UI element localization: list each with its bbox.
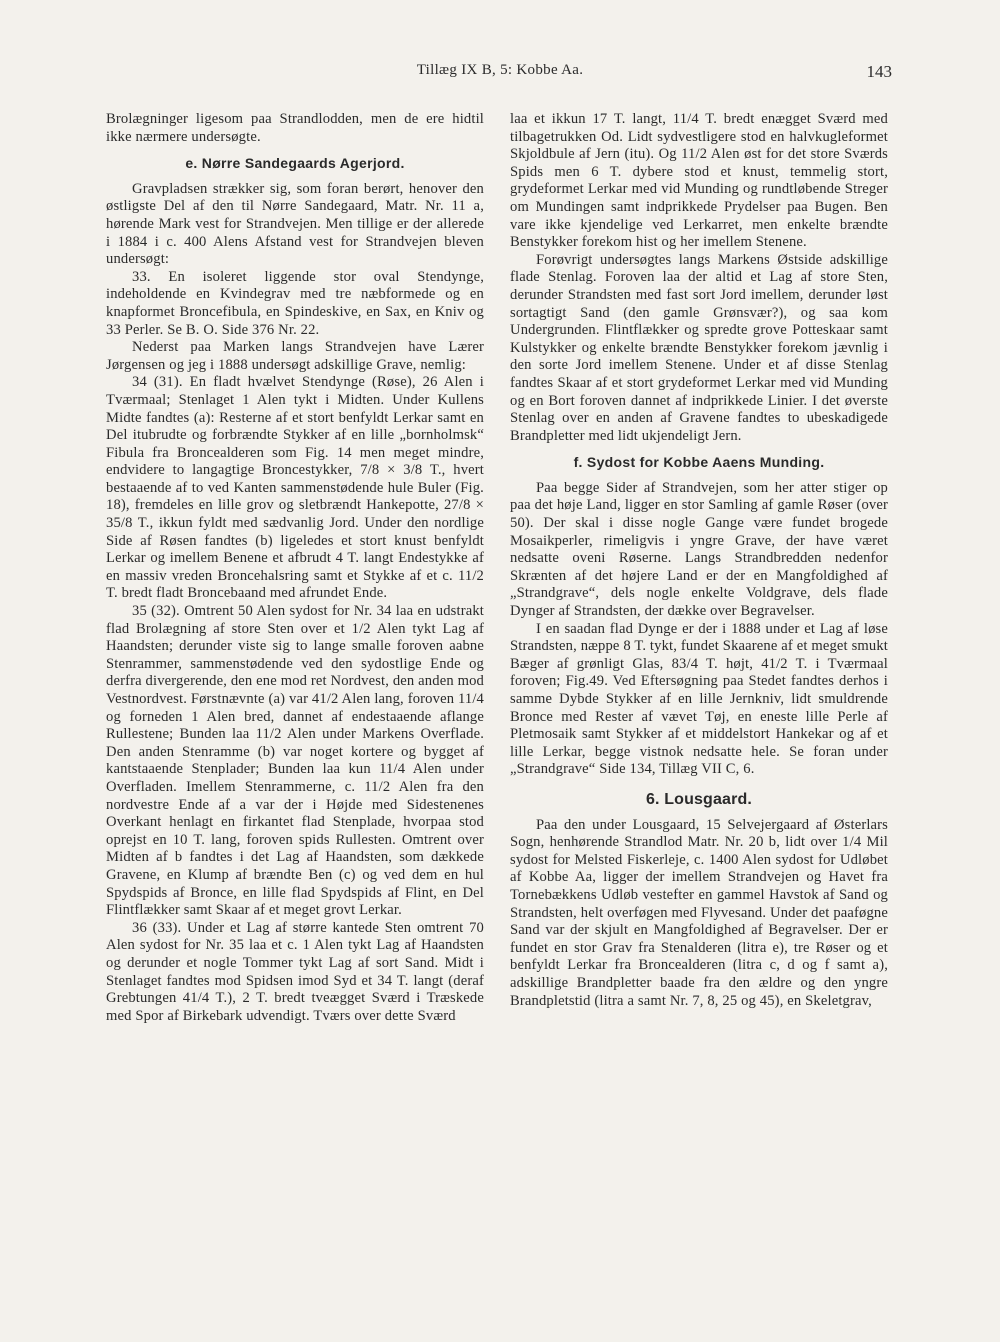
section-heading-6: 6. Lousgaard.	[646, 790, 752, 808]
page-number: 143	[866, 62, 892, 81]
paragraph: 33. En isoleret liggende stor oval Stendynge, indeholdende en Kvindegrav med tre næbformede og en knapformet Broncefibula, en Spindeskive, en Sax, en Kniv og 33 Perler. Se B. O. Side 376 Nr. 22.	[106, 268, 484, 338]
paragraph: laa et ikkun 17 T. langt, 11/4 T. bredt enægget Sværd med tilbagetrukken Od. Lidt sydvestligere stod en halvkugleformet Skjoldbule af Jern (itu). Og 11/2 Alen øst for det store Sværds Spids men 6 T. dybere stod et knust, temmelig stort, grydeformet Lerkar med vid Munding og rundtløbende Streger om Mundingen samt indprikkede Prydelser paa Bugen. Ben vare ikke kjendelige ved Lerkarret, men enkelte brændte Benstykker forekom hist og her imellem Stenene.	[510, 111, 888, 251]
paragraph: Forøvrigt undersøgtes langs Markens Østside adskillige flade Stenlag. Foroven laa der altid et Lag af store Sten, derunder Strandsten med fast sort Jord imellem, derunder løst sortagtigt Sand (den gamle Grønsvær?), og saa kom Undergrunden. Flintflækker og spredte grove Potteskaar samt Kulstykker og enkelte brændte Benstykker forekom jævnlig i den sorte Jord imellem Stenene. Under et af disse Stenlag fandtes Skaar af et stort grydeformet Lerkar med vid Munding og en Bort foroven dannet af indprikkede Linier. I det øverste Stenlag over en anden af Gravene fandtes to ubeskadigede Brandpletter med lidt ukjendeligt Jern.	[510, 251, 888, 444]
left-column	[106, 111, 484, 1025]
right-column	[510, 111, 888, 1010]
subsection-heading-f: f. Sydost for Kobbe Aaens Munding.	[573, 454, 825, 471]
paragraph: 35 (32). Omtrent 50 Alen sydost for Nr. 34 laa en udstrakt flad Brolægning af store Sten over et 1/2 Alen tykt Lag af Haandsten; derunder viste sig to lange smalle foroven aabne Stenrammer, sammenstødende ved den sydostlige Ende og derfra divergerende, den ene mod ret Nordvest, den anden mod Vestnordvest. Førstnævnte (a) var 41/2 Alen lang, foroven 11/4 og forneden 1 Alen bred, dannet af endestaaende aflange Rullestene; Bunden laa 11/2 Alen under Markens Overflade. Den anden Stenramme (b) var noget kortere og bygget af kantstaaende Stenplader; Bunden laa kun 11/4 Alen under Overfladen. Imellem Stenrammerne, c. 11/2 Alen fra den nordvestre Ende af a var der i Højde med Sidestenenes Overkant henlagt en firkantet flad Stenplade, hvorpaa stod oprejst en 10 T. lang, foroven spids Rullesten. Omtrent over Midten af b fandtes i det Lag af Haandsten, som dækkede Gravene, en Klump af brændte Ben (c) og ved dem en hul Spydspids af Bronce, en lille flad Spydspids af Flint, en Del Flintflækker samt Skaar af et meget grovt Lerkar.	[106, 603, 484, 919]
paragraph: I en saadan flad Dynge er der i 1888 under et Lag af løse Strandsten, næppe 8 T. tykt, fundet Skaarene af et meget smukt Bæger af grønligt Glas, 83/4 T. højt, 41/2 T. i Tværmaal foroven; Fig.49. Ved Eftersøgning paa Stedet fandtes derhos i samme Dybde Stykker af en lille Jernkniv, lidt smuldrende Bronce med Rester af vævet Tøj, en eneste lille Perle af Pletmosaik samt Stykker af et middelstort Hankekar og af et lille Lerkar, begge vistnok nedsatte hele. Se foran under „Strandgrave“ Side 134, Tillæg VII C, 6.	[510, 620, 888, 778]
paragraph: 34 (31). En fladt hvælvet Stendynge (Røse), 26 Alen i Tværmaal; Stenlaget 1 Alen tykt i Midten. Under Kullens Midte fandtes (a): Resterne af et stort benfyldt Lerkar samt en Del itubrudte og forbrændte Stykker af en lille „bornholmsk“ Fibula fra Broncealderen som Fig. 14 men meget mindre, endvidere to langagtige Broncestykker, 7/8 × 3/8 T., hvert bestaaende af to ved Kanten sammenstødende hule Buler (Fig. 18), fremdeles en lille grov og sletbrændt Hankepotte, 27/8 × 35/8 T., ikkun fyldt med sædvanlig Jord. Under den nordlige Side af Røsen fandtes (b) ligeledes et stort knust benfyldt Lerkar og imellem Benene et afbrudt 4 T. langt Endestykke af en massiv vreden Broncehalsring samt et Stykke af et c. 11/2 T. bredt fladt Broncebaand med afrundet Ende.	[106, 374, 484, 602]
running-title: Tillæg IX B, 5: Kobbe Aa.	[416, 62, 584, 78]
paragraph: Gravpladsen strækker sig, som foran berørt, henover den østligste Del af den til Nørre Sandegaard, Matr. Nr. 11 a, hørende Mark vest for Strandvejen. Men tillige er der allerede i 1884 i c. 400 Alens Afstand vest for Strandvejen bleven undersøgt:	[106, 180, 484, 268]
paragraph: 36 (33). Under et Lag af større kantede Sten omtrent 70 Alen sydost for Nr. 35 laa et c. 1 Alen tykt Lag af Haandsten og derunder et nogle Tommer tykt Lag af sort Sand. Midt i Stenlaget fandtes mod Spidsen imod Syd et 34 T. langt (deraf Grebtungen 41/4 T.), 2 T. bredt tveægget Sværd i Træskede med Spor af Birkebark udvendigt. Tværs over dette Sværd	[106, 919, 484, 1024]
paragraph: Brolægninger ligesom paa Strandlodden, men de ere hidtil ikke nærmere undersøgte.	[106, 111, 484, 145]
paragraph: Paa begge Sider af Strandvejen, som her atter stiger op paa det høje Land, ligger en stor Samling af gamle Røser (over 50). Der skal i disse nogle Gange være fundet brogede Mosaikperler, rimeligvis i yngre Grave, der have været nedsatte oveni Røserne. Langs Strandbredden nedenfor Skrænten af det højere Land er der en Mangfoldighed af „Strandgrave“, dels nogle enkelte Voldgrave, dels flade Dynger af Strandsten, der dække over Begravelser.	[510, 479, 888, 620]
paragraph: Nederst paa Marken langs Strandvejen have Lærer Jørgensen og jeg i 1888 undersøgt adskillige Grave, nemlig:	[106, 339, 484, 373]
paragraph: Paa den under Lousgaard, 15 Selvejergaard af Østerlars Sogn, henhørende Strandlod Matr. Nr. 20 b, lidt over 1/4 Mil sydost for Melsted Fiskerleje, c. 1400 Alen sydost for Udløbet af Kobbe Aa, ligger der imellem Strandvejen og Havet fra Tornebækkens Udløb vestefter en gammel Havstok af Sand og Strandsten, helt overføgen med Flyvesand. Under det paaføgne Sand var der skjult en Mangfoldighed af Begravelser. Der er fundet en stor Grav fra Stenalderen (litra e), tre Røser og et benfyldt Lerkar fra Broncealderen (litra c, d og f samt a), adskillige Brandpletter baade fra den ældre og den yngre Brandpletstid (litra a samt Nr. 7, 8, 25 og 45), en Skeletgrav,	[510, 816, 888, 1009]
subsection-heading-e: e. Nørre Sandegaards Agerjord.	[185, 155, 405, 172]
